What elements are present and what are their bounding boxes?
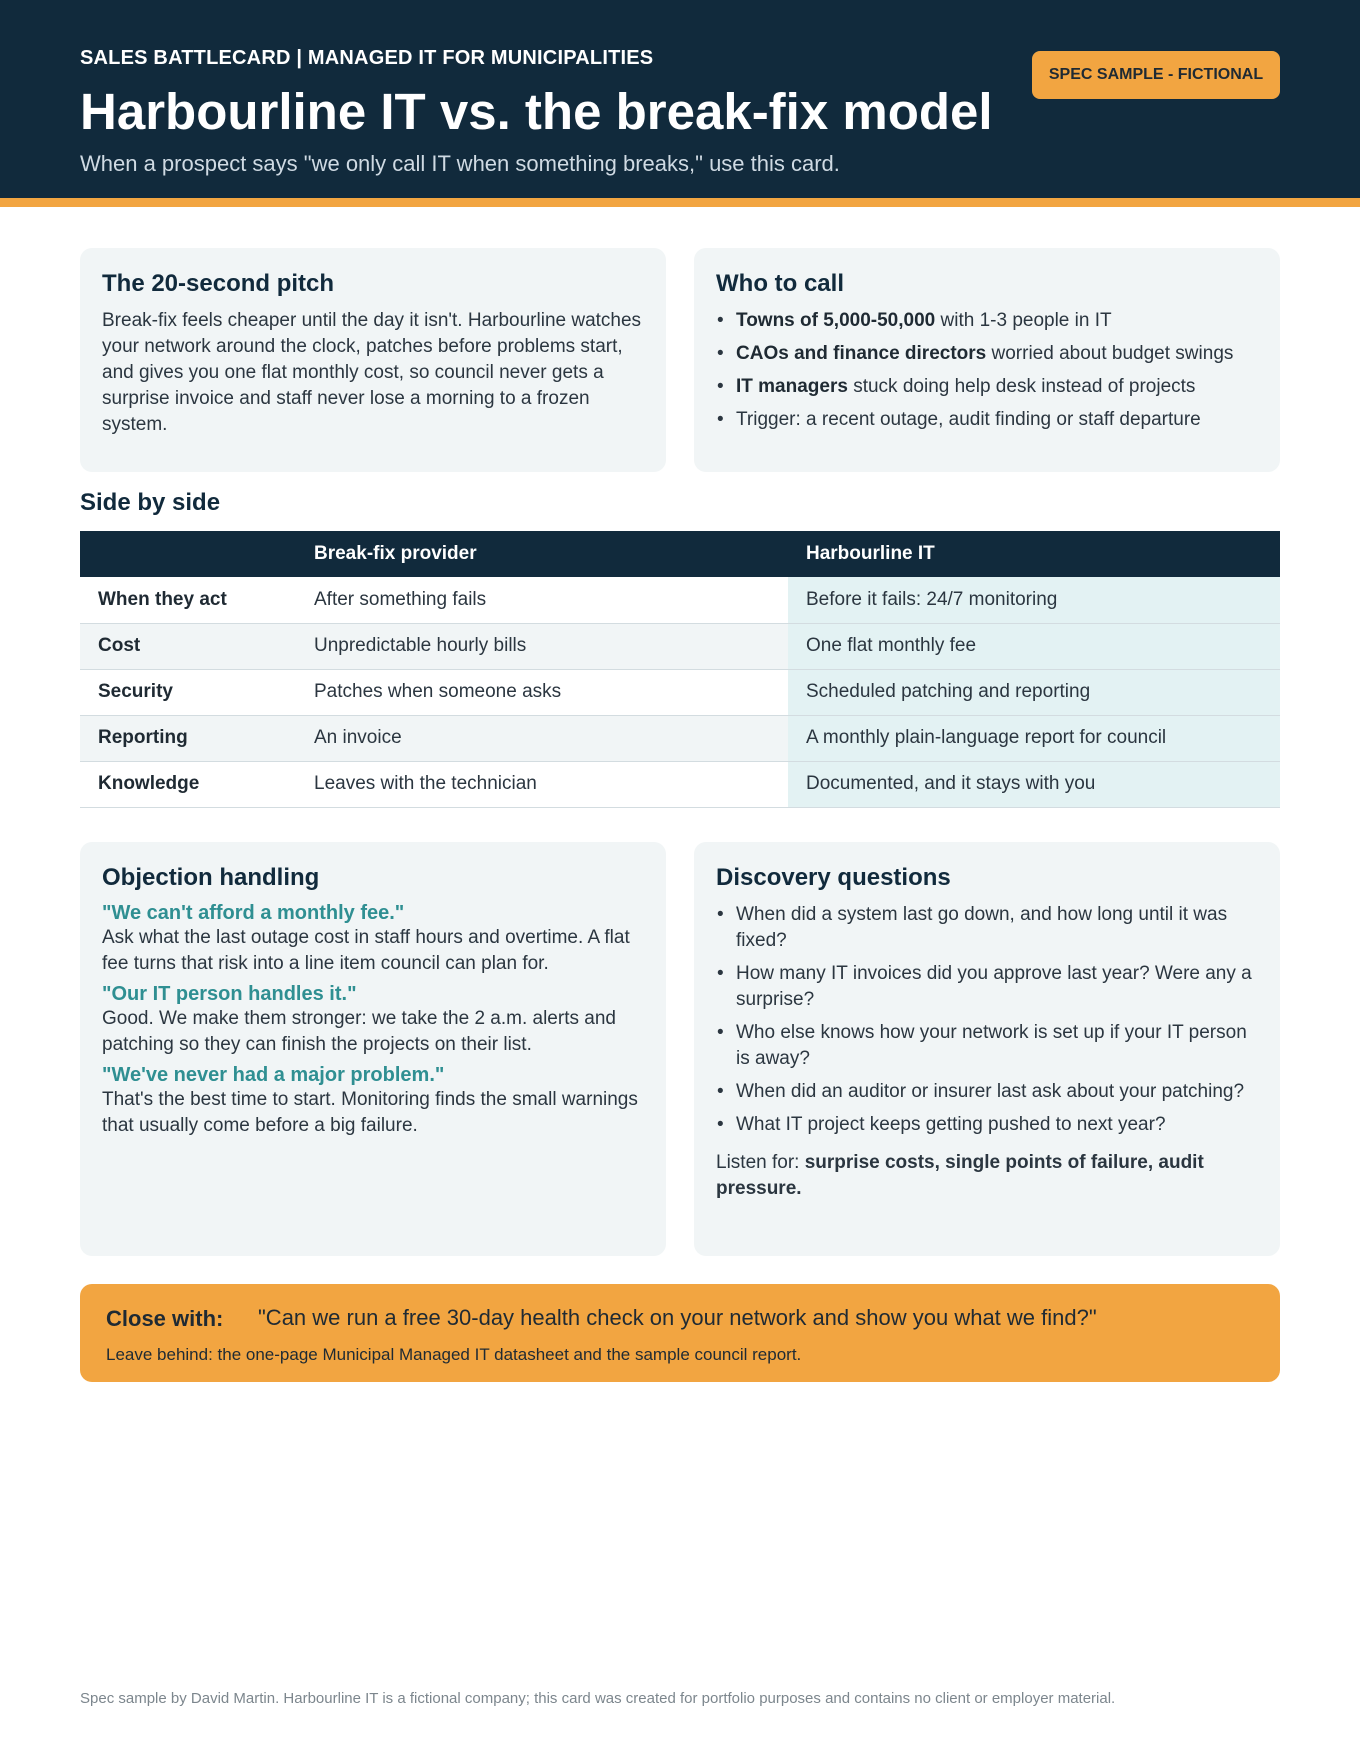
row-label: Cost	[80, 623, 296, 669]
table-row	[80, 669, 1280, 715]
who-to-call-card	[694, 248, 1280, 472]
close-banner	[80, 1284, 1280, 1382]
break-fix-cell: Leaves with the technician	[296, 761, 788, 807]
list-item: • When did an auditor or insurer last ask about your patching?	[716, 1079, 1258, 1105]
listen-for-keywords: surprise costs, single points of failure, audit pressure.	[716, 1152, 1204, 1199]
discovery-list	[716, 902, 1258, 1138]
table-row	[80, 623, 1280, 669]
harbourline-cell: One flat monthly fee	[788, 623, 1280, 669]
who-to-call-title: Who to call	[716, 270, 844, 297]
objection-card	[80, 842, 666, 1256]
list-item	[716, 341, 1258, 367]
pitch-card	[80, 248, 666, 472]
list-item-bold: IT managers	[736, 376, 848, 397]
discovery-title: Discovery questions	[716, 864, 951, 891]
header-banner	[0, 0, 1360, 207]
list-item-text: stuck doing help desk instead of projects	[847, 376, 1196, 397]
break-fix-cell: Patches when someone asks	[296, 669, 788, 715]
row-label: Knowledge	[80, 761, 296, 807]
list-item-text: with 1-3 people in IT	[935, 310, 1112, 331]
list-item-text: worried about budget swings	[986, 343, 1234, 364]
harbourline-cell: Before it fails: 24/7 monitoring	[788, 577, 1280, 623]
list-item-bold: Towns of 5,000-50,000	[736, 310, 936, 331]
pitch-body: Break-fix feels cheaper until the day it isn't. Harbourline watches your network around the clock, patches before problems start, and gives you one flat monthly cost, so council never gets a surprise invoice and staff never lose a morning to a frozen system.	[102, 310, 642, 435]
row-label: Security	[80, 669, 296, 715]
column-header: Harbourline IT	[788, 531, 1280, 577]
spec-sample-badge: SPEC SAMPLE - FICTIONAL	[1032, 51, 1280, 99]
break-fix-cell: An invoice	[296, 715, 788, 761]
listen-for	[716, 1150, 1258, 1202]
table-row	[80, 577, 1280, 623]
list-item: • What IT project keeps getting pushed to next year?	[716, 1112, 1258, 1138]
column-header	[80, 531, 296, 577]
who-to-call-list	[716, 308, 1258, 433]
footer-disclaimer: Spec sample by David Martin. Harbourline IT is a fictional company; this card was created for portfolio purposes and contains no client or employer material.	[80, 1690, 1116, 1707]
harbourline-cell: Documented, and it stays with you	[788, 761, 1280, 807]
break-fix-cell: After something fails	[296, 577, 788, 623]
objection-answer: Ask what the last outage cost in staff hours and overtime. A flat fee turns that risk into a line item council can plan for.	[102, 927, 630, 974]
list-item	[716, 308, 1258, 334]
row-label: Reporting	[80, 715, 296, 761]
page-title: Harbourline IT vs. the break-fix model	[80, 83, 993, 140]
row-label: When they act	[80, 577, 296, 623]
list-item: • Who else knows how your network is set up if your IT person is away?	[716, 1020, 1258, 1072]
close-quote: "Can we run a free 30-day health check on your network and show you what we find?"	[258, 1305, 1097, 1330]
comparison-title: Side by side	[80, 489, 221, 516]
list-item	[716, 374, 1258, 400]
harbourline-cell: A monthly plain-language report for council	[788, 715, 1280, 761]
column-header: Break-fix provider	[296, 531, 788, 577]
pitch-title: The 20-second pitch	[102, 270, 335, 297]
comparison-table	[80, 531, 1280, 808]
discovery-card	[694, 842, 1280, 1256]
objection-quote: "We've never had a major problem."	[102, 1064, 445, 1086]
objection-title: Objection handling	[102, 864, 320, 891]
list-item-bold: CAOs and finance directors	[736, 343, 987, 364]
table-row	[80, 761, 1280, 807]
harbourline-cell: Scheduled patching and reporting	[788, 669, 1280, 715]
page-subtitle: When a prospect says "we only call IT when something breaks," use this card.	[80, 151, 840, 176]
header-kicker: SALES BATTLECARD | MANAGED IT FOR MUNICIPALITIES	[80, 47, 654, 69]
list-item-text: Trigger: a recent outage, audit finding or staff departure	[736, 409, 1201, 430]
list-item: • When did a system last go down, and how long until it was fixed?	[716, 902, 1258, 954]
objection-answer: Good. We make them stronger: we take the 2 a.m. alerts and patching so they can finish the projects on their list.	[102, 1008, 616, 1055]
listen-for-label: Listen for:	[716, 1152, 805, 1173]
objection-answer: That's the best time to start. Monitoring finds the small warnings that usually come before a big failure.	[102, 1089, 638, 1136]
break-fix-cell: Unpredictable hourly bills	[296, 623, 788, 669]
list-item	[716, 407, 1258, 433]
table-header-row	[80, 531, 1280, 577]
objection-quote: "We can't afford a monthly fee."	[102, 902, 405, 924]
close-label: Close with:	[106, 1306, 224, 1331]
list-item: • How many IT invoices did you approve last year? Were any a surprise?	[716, 961, 1258, 1013]
leave-behind: Leave behind: the one-page Municipal Managed IT datasheet and the sample council report.	[106, 1345, 802, 1364]
table-row	[80, 715, 1280, 761]
objection-quote: "Our IT person handles it."	[102, 983, 357, 1005]
